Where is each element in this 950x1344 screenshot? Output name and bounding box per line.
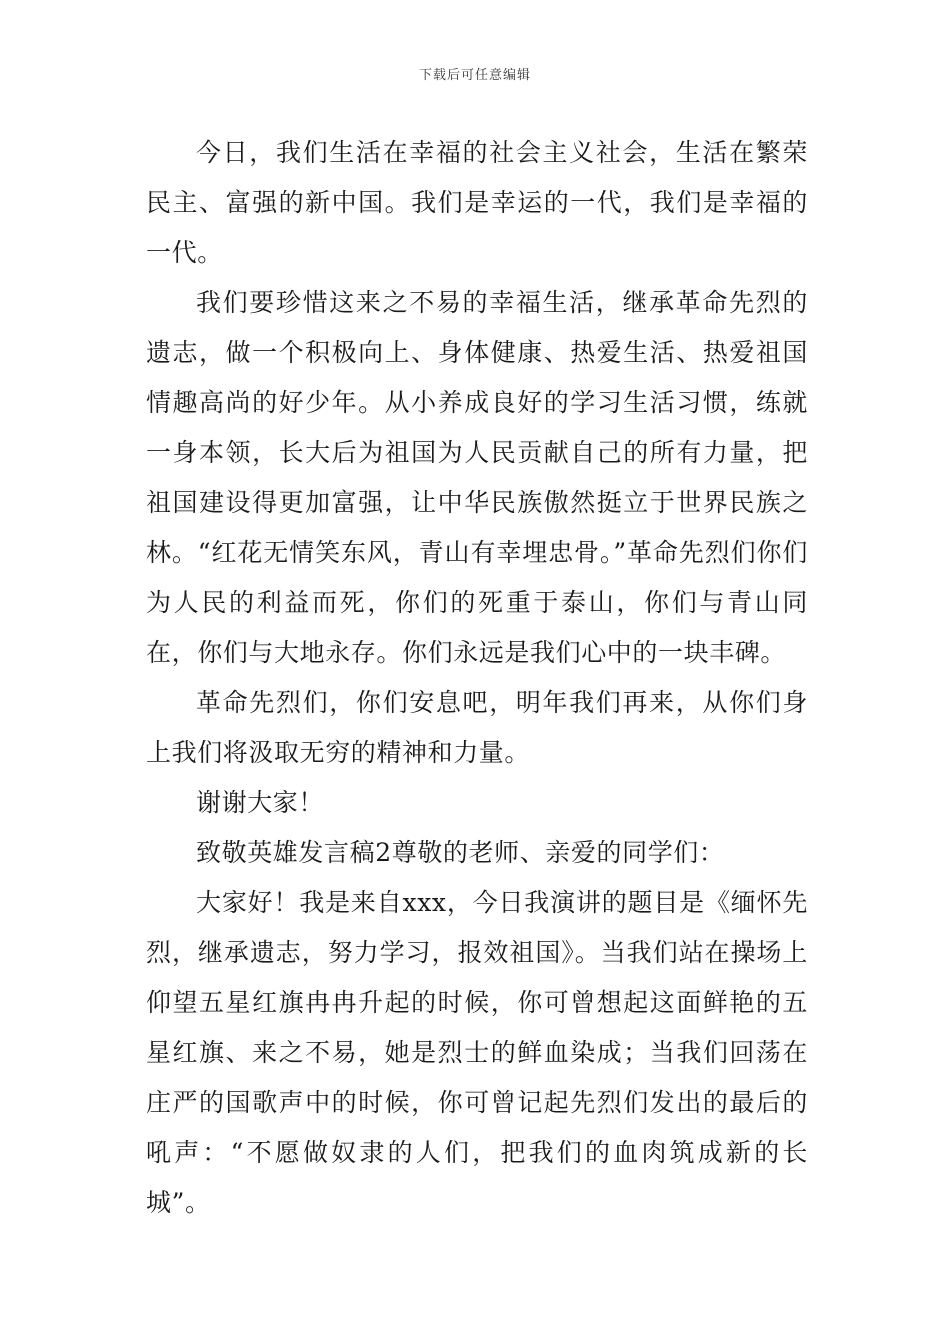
document-body xyxy=(146,128,808,1228)
paragraph-2: 我们要珍惜这来之不易的幸福生活，继承革命先烈的遗志，做一个积极向上、身体健康、热爱生活、热爱祖国情趣高尚的好少年。从小养成良好的学习生活习惯，练就一身本领，长大后为祖国为人民贡献自己的所有力量，把祖国建设得更加富强，让中华民族傲然挺立于世界民族之林。“红花无情笑东风，青山有幸埋忠骨。”革命先烈们你们为人民的利益而死，你们的死重于泰山，你们与青山同在，你们与大地永存。你们永远是我们心中的一块丰碑。 xyxy=(146,288,808,667)
paragraph-1: 今日，我们生活在幸福的社会主义社会，生活在繁荣民主、富强的新中国。我们是幸运的一代，我们是幸福的一代。 xyxy=(146,138,808,267)
header-note: 下载后可任意编辑 xyxy=(418,68,531,83)
paragraph-5: 致敬英雄发言稿2尊敬的老师、亲爱的同学们： xyxy=(196,838,725,867)
paragraph-4: 谢谢大家！ xyxy=(196,788,325,817)
paragraph-6: 大家好！我是来自xxx，今日我演讲的题目是《缅怀先烈，继承遗志，努力学习，报效祖国》。当我们站在操场上仰望五星红旗冉冉升起的时候，你可曾想起这面鲜艳的五星红旗、来之不易，她是烈士的鲜血染成；当我们回荡在庄严的国歌声中的时候，你可曾记起先烈们发出的最后的吼声：“不愿做奴隶的人们，把我们的血肉筑成新的长城”。 xyxy=(146,888,808,1217)
paragraph-3: 革命先烈们，你们安息吧，明年我们再来，从你们身上我们将汲取无穷的精神和力量。 xyxy=(146,688,808,767)
